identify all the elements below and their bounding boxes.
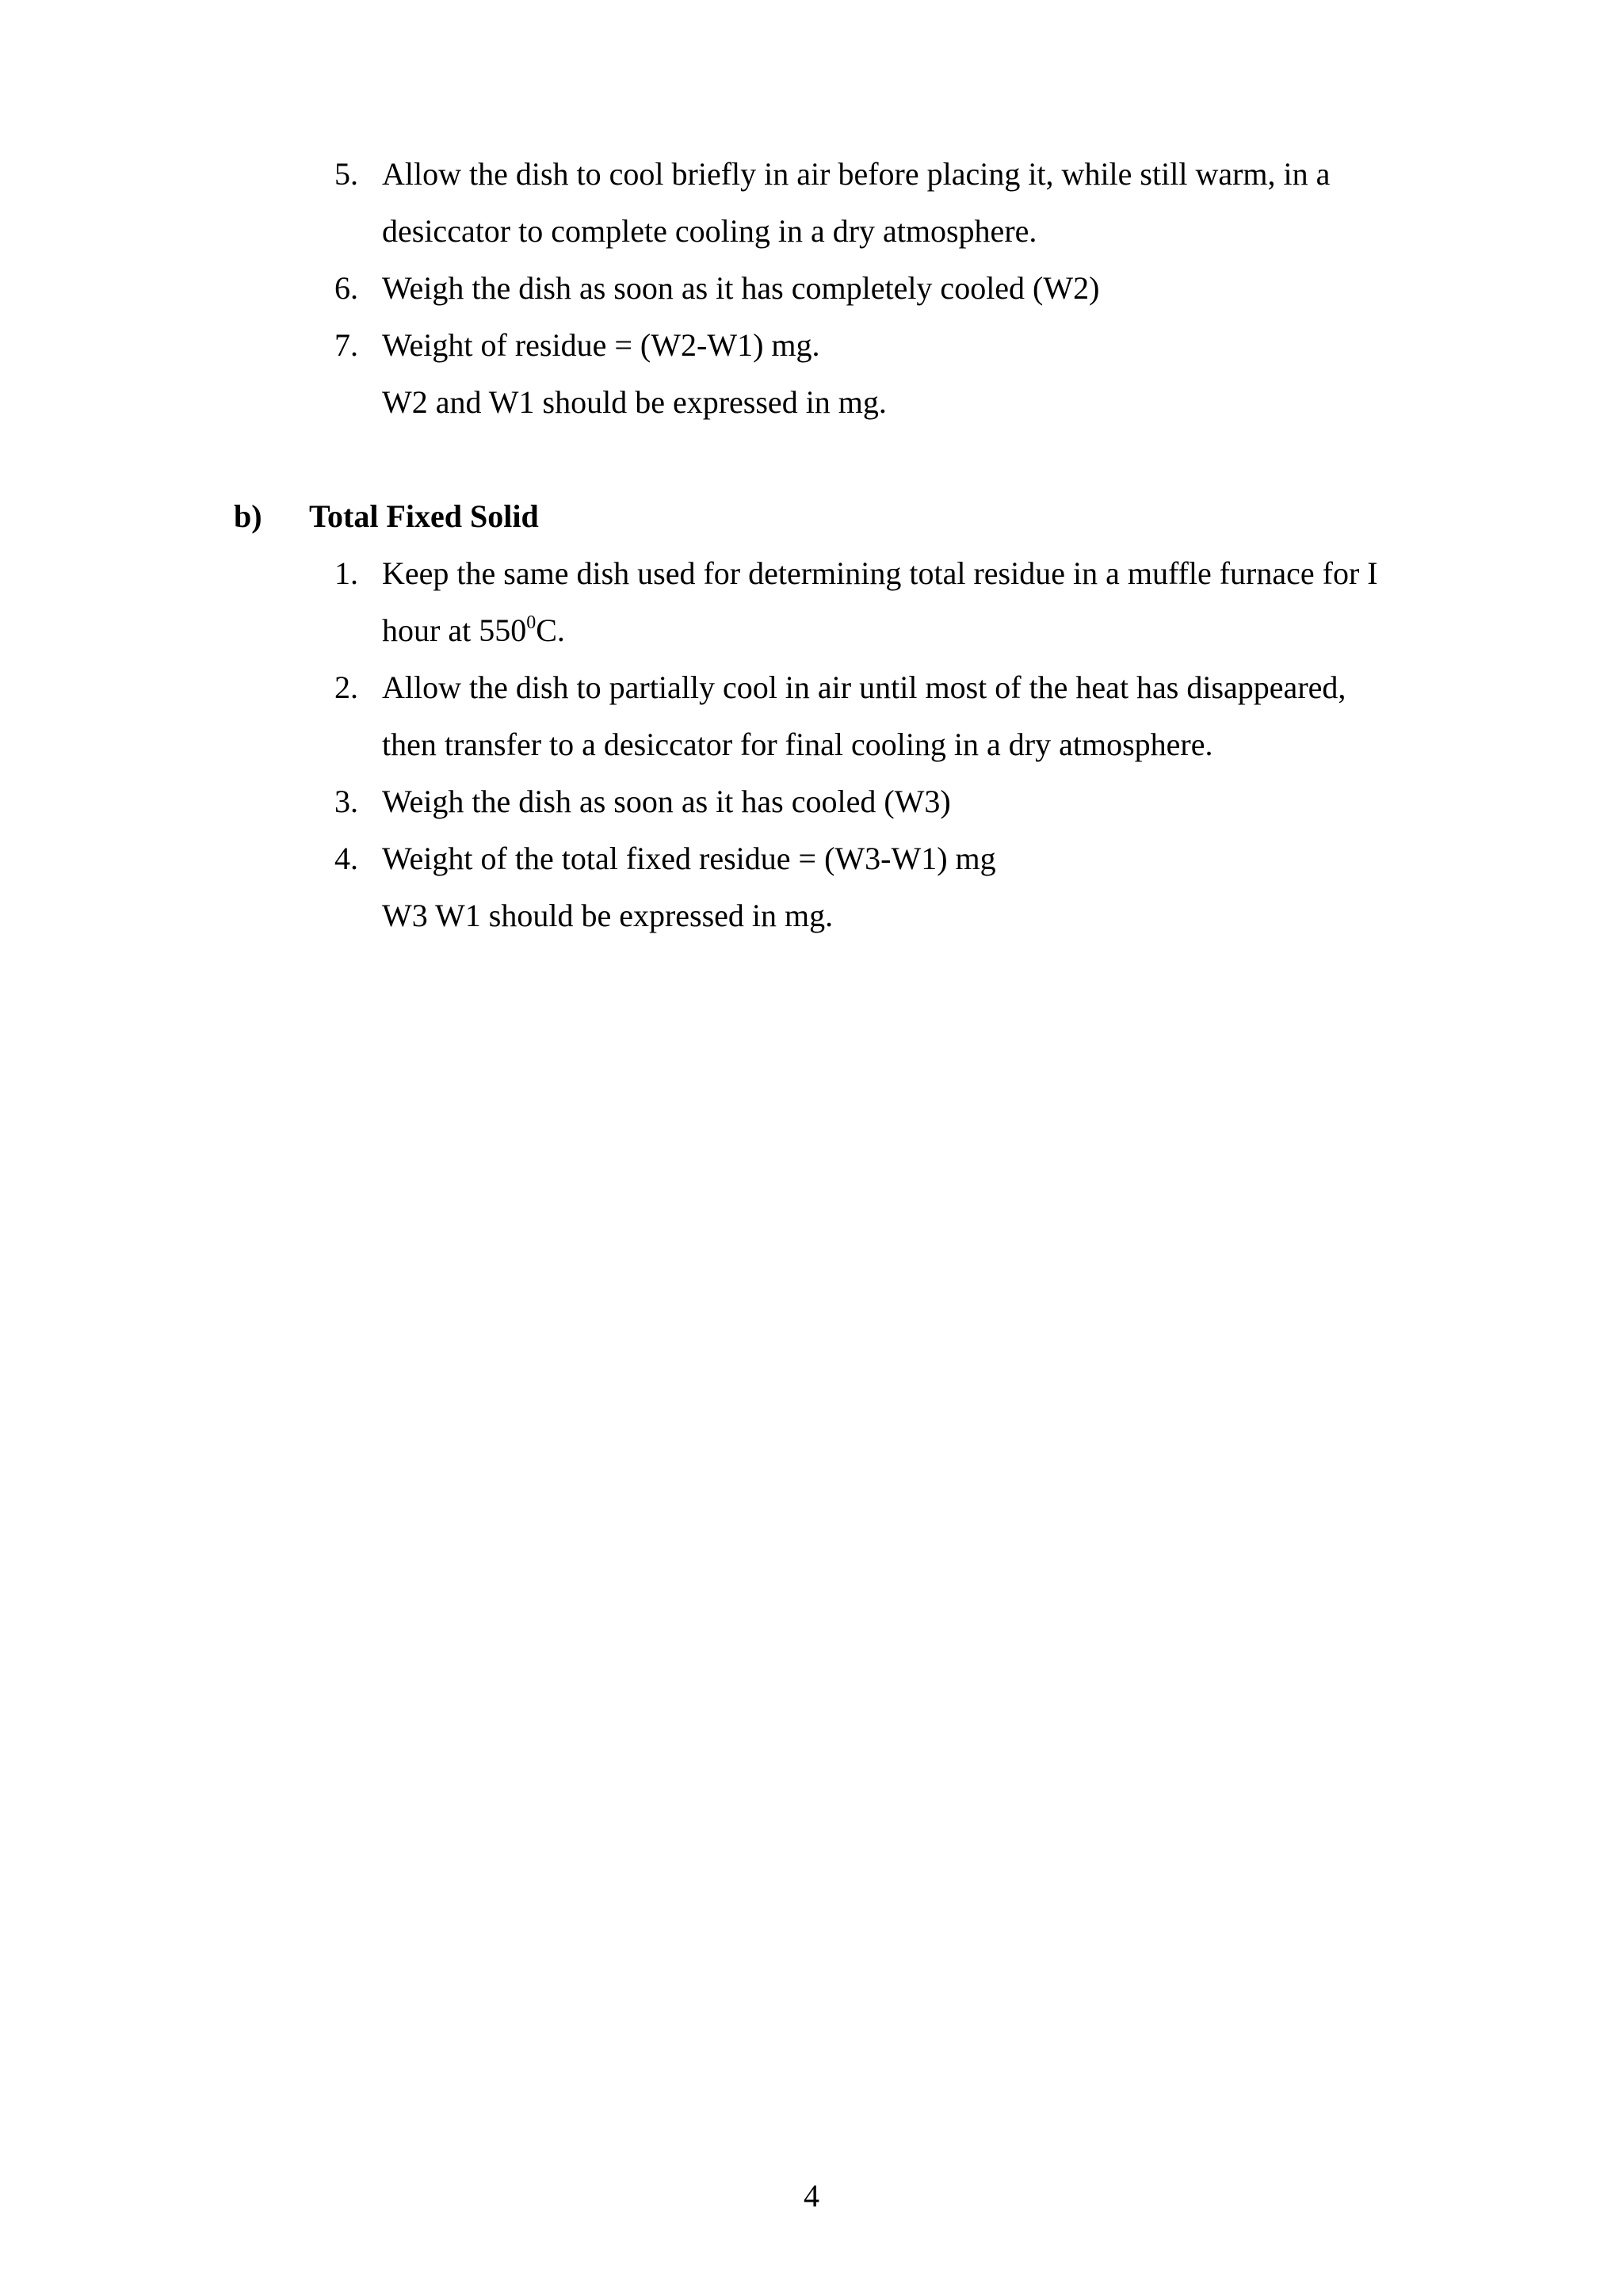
list-item-text: then transfer to a desiccator for final cooling in a dry atmosphere. xyxy=(382,727,1213,762)
list-item-number: 1. xyxy=(334,555,358,591)
list-item-text: hour at $550^0C$. xyxy=(382,612,565,648)
list-item-text: W3 W1 should be expressed in mg. xyxy=(382,898,834,933)
list-item-text: Allow the dish to cool briefly in air before placing it, while still warm, in a xyxy=(382,156,1331,192)
list-item-number: 3. xyxy=(334,784,358,819)
list-item-text: Weight of the total fixed residue = (W3-W1) mg xyxy=(382,841,996,876)
list-item-number: 2. xyxy=(334,669,358,705)
list-item-text: Weigh the dish as soon as it has completely cooled (W2) xyxy=(382,270,1100,306)
list-item-number: 6. xyxy=(334,270,358,306)
list-item-number: 5. xyxy=(334,156,358,192)
list-item-text: Allow the dish to partially cool in air until most of the heat has disappeared, xyxy=(382,669,1346,705)
list-item-text: W2 and W1 should be expressed in mg. xyxy=(382,384,887,420)
section-letter: b) xyxy=(234,498,262,534)
page-number: 4 xyxy=(804,2178,819,2214)
list-item-number: 4. xyxy=(334,841,358,876)
superscript: 0 xyxy=(526,612,537,633)
list-item-text: Weight of residue = (W2-W1) mg. xyxy=(382,327,820,363)
list-item-number: 7. xyxy=(334,327,358,363)
list-item-text: desiccator to complete cooling in a dry atmosphere. xyxy=(382,213,1037,249)
section-title: Total Fixed Solid xyxy=(309,498,539,534)
list-item-text: Weigh the dish as soon as it has cooled (W3) xyxy=(382,784,951,819)
list-item-text: Keep the same dish used for determining total residue in a muffle furnace for I xyxy=(382,555,1378,591)
